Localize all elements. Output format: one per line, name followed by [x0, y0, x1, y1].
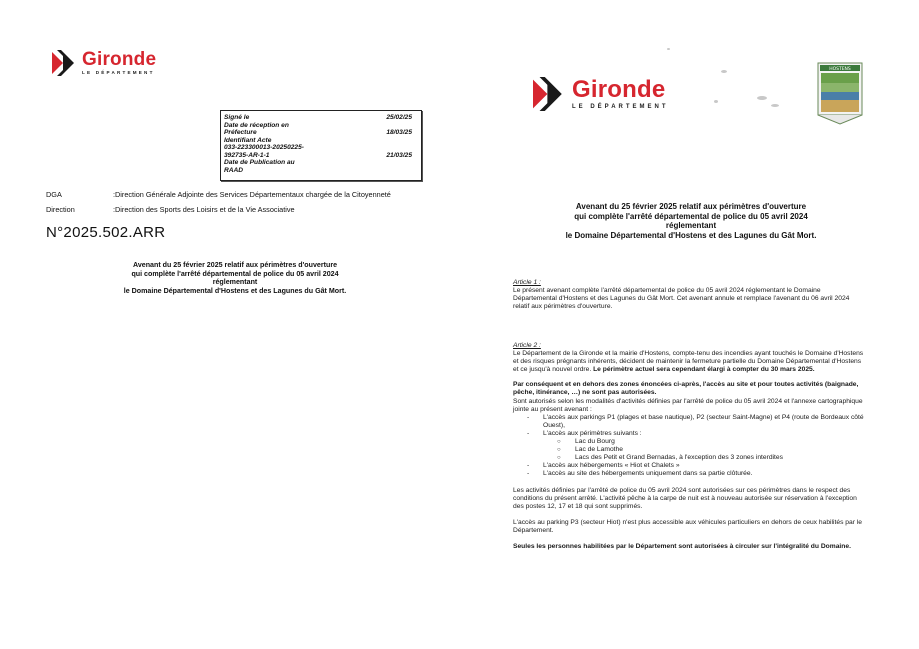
dash-icon: - — [527, 470, 530, 478]
meta-direction — [46, 205, 446, 215]
meta-dga — [46, 190, 446, 200]
list-item — [513, 414, 865, 430]
article-paragraph: Sont autorisés selon les modalités d'activités définies par l'arrêté de police du 05 avril 2024 et l'annexe cartographique jointe au présent avenant : — [513, 397, 863, 413]
list-item-text: L'accès aux hébergements « Hiot et Chalets » — [543, 462, 680, 470]
scan-speck — [714, 100, 718, 103]
meta-key: DGA — [46, 190, 62, 199]
right-title — [541, 202, 841, 241]
article-heading: Article 1 : — [513, 279, 541, 286]
gironde-logo-icon — [533, 77, 567, 111]
logo-brand: Gironde — [572, 76, 666, 103]
stamp-value: 18/03/25 — [386, 129, 412, 136]
title-line: le Domaine Départemental d'Hostens et des Lagunes du Gât Mort. — [565, 231, 817, 241]
gironde-logo-icon — [52, 50, 78, 76]
list-item-text: L'accès au site des hébergements uniquement dans sa partie clôturée. — [543, 470, 753, 478]
logo-subtitle: LE DÉPARTEMENT — [82, 70, 155, 76]
list-item — [513, 430, 865, 438]
paragraph-bold: Le périmètre actuel sera cependant élargi à compter du 30 mars 2025. — [591, 366, 815, 374]
sub-list-item-text: Lac du Bourg — [575, 438, 615, 446]
title-line: réglementant — [665, 221, 717, 231]
sub-list-item-text: Lac de Lamothe — [575, 446, 623, 454]
title-line: Avenant du 25 février 2025 relatif aux périmètres d'ouverture — [575, 202, 807, 211]
circle-bullet-icon: ○ — [557, 439, 561, 446]
title-line: qui complète l'arrêté départemental de police du 05 avril 2024 — [574, 211, 808, 221]
list-item-text: L'accès aux parkings P1 (plages et base nautique), P2 (secteur Saint-Magne) et P4 (route de Bordeaux côté Ouest), — [543, 413, 864, 429]
sub-list-item — [513, 438, 865, 446]
stamp-label: Identifiant Acte — [224, 136, 272, 144]
left-title — [90, 261, 380, 295]
sub-list-item — [513, 446, 865, 454]
title-line: Avenant du 25 février 2025 relatif aux périmètres d'ouverture — [132, 261, 338, 269]
title-line: qui complète l'arrêté départemental de police du 05 avril 2024 — [131, 269, 339, 278]
meta-key: Direction — [46, 205, 75, 214]
access-list — [513, 414, 865, 479]
stamp-label: Date de réception en — [224, 121, 289, 129]
gironde-logo — [533, 77, 669, 111]
stamp-row — [224, 122, 418, 129]
hostens-crest-icon — [817, 62, 863, 126]
article-2 — [513, 342, 865, 551]
meta-value: :Direction des Sports des Loisirs et de la Vie Associative — [113, 205, 295, 214]
stamp-row — [224, 167, 418, 174]
article-1 — [513, 279, 865, 311]
stamp-label: Signé le — [224, 114, 250, 121]
logo-brand: Gironde — [82, 49, 157, 71]
list-item-text: L'accès aux périmètres suivants : — [543, 429, 642, 437]
crest-label: HOSTENS — [829, 67, 851, 72]
title-line: réglementant — [212, 278, 258, 287]
article-paragraph — [513, 350, 865, 374]
stamp-value: 21/03/25 — [386, 151, 412, 159]
arrete-number: N°2025.502.ARR — [46, 224, 166, 241]
title-line: le Domaine Départemental d'Hostens et des Lagunes du Gât Mort. — [123, 286, 347, 295]
sub-list-item-text: Lacs des Petit et Grand Bernadas, à l'exception des 3 zones interdites — [575, 454, 783, 462]
dash-icon: - — [527, 413, 530, 421]
meta-value: :Direction Générale Adjointe des Services Départementaux chargée de la Citoyenneté — [113, 190, 391, 199]
left-page — [0, 0, 459, 649]
stamp-row — [224, 159, 418, 166]
dash-icon: - — [527, 429, 530, 437]
scan-speck — [667, 48, 670, 50]
article-heading: Article 2 : — [513, 342, 541, 349]
stamp-label: 033-223300013-20250225- — [224, 144, 304, 151]
article-text: Le présent avenant complète l'arrêté départemental de police du 05 avril 2024 réglementant le Domaine Départemental d'Hostens et des Lagunes du Gât Mort. Cet avenant annule et remplace l'avenant du 06 avril 2024 relatif aux périmètres d'ouverture. — [513, 287, 850, 311]
stamp-row — [224, 152, 418, 159]
stamp-label: RAAD — [224, 166, 244, 174]
article-paragraph: L'accès au parking P3 (secteur Hiot) n'est plus accessible aux véhicules particuliers en dehors de ceux habilités par le Département. — [513, 518, 863, 534]
list-item — [513, 462, 865, 470]
list-item — [513, 470, 865, 478]
scan-speck — [757, 96, 767, 100]
stamp-label: 392735-AR-1-1 — [224, 151, 270, 159]
stamp-row — [224, 114, 418, 121]
gironde-logo — [52, 50, 156, 76]
stamp-value: 25/02/25 — [386, 114, 412, 121]
stamp-row — [224, 137, 418, 144]
stamp-row — [224, 144, 418, 151]
stamp-label: Préfecture — [224, 129, 257, 136]
stamp-row — [224, 129, 418, 136]
article-paragraph-bold: Seules les personnes habilitées par le Département sont autorisées à circuler sur l'intégralité du Domaine. — [513, 542, 851, 550]
scan-speck — [771, 104, 779, 107]
article-paragraph-bold: Par conséquent et en dehors des zones énoncées ci-après, l'accès au site et pour toutes activités (baignade, pêche, itinérance, …) ne sont pas autorisées. — [513, 381, 859, 397]
sub-list-item — [513, 454, 865, 462]
circle-bullet-icon: ○ — [557, 447, 561, 454]
paragraph-text: Le Département de la Gironde et la mairie d'Hostens, compte-tenu des incendies ayant touchés le Domaine d'Hostens et des risques prégnants inhérents, décident de maintenir la fermeture partielle du Domaine Départemental d'Hostens et ce jusqu'à nouvel ordre. — [513, 350, 864, 374]
right-page — [459, 0, 919, 649]
article-paragraph: Les activités définies par l'arrêté de police du 05 avril 2024 sont autorisées sur ces périmètres dans le respect des conditions du présent arrêté. L'activité pêche à la carpe de nuit est à nouveau autorisée sur réservation à l'exception des postes 12, 17 et 18 qui sont supprimés. — [513, 486, 857, 510]
dash-icon: - — [527, 462, 530, 470]
logo-subtitle: LE DÉPARTEMENT — [572, 104, 669, 110]
circle-bullet-icon: ○ — [557, 455, 561, 462]
signature-stamp — [220, 110, 422, 181]
scan-speck — [721, 70, 727, 73]
stamp-label: Date de Publication au — [224, 159, 295, 166]
